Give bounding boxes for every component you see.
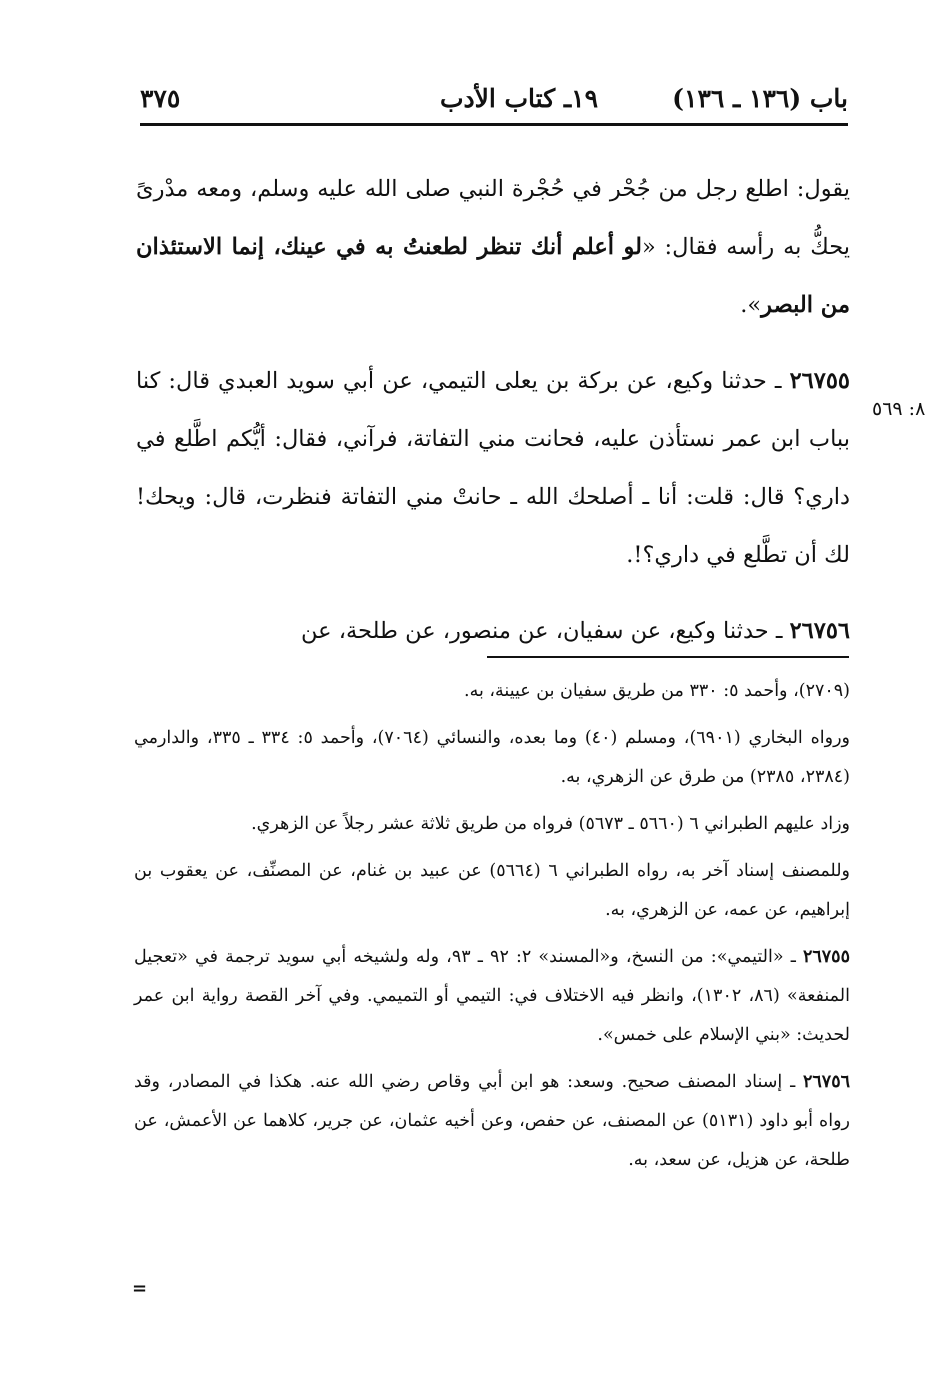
main-text bbox=[136, 160, 850, 678]
hadith-26755 bbox=[136, 352, 850, 584]
hadith-text: ـ حدثنا وكيع، عن بركة بن يعلى التيمي، عن أبي سويد العبدي قال: كنا بباب ابن عمر نستأذن عليه، فحانت مني التفاتة، فرآني، فقال: أيُّكم اطَّلع في داري؟ قال: قلت: أنا ـ أصلحك الله ـ حانتْ مني التفاتة فنظرت، قال: ويحك! لك أن تطَّلع في داري؟!. bbox=[136, 368, 850, 568]
margin-reference: ٨: ٥٦٩ bbox=[872, 398, 926, 420]
footnotes bbox=[134, 672, 850, 1188]
footnote bbox=[134, 1063, 850, 1180]
hadith-continuation bbox=[136, 160, 850, 334]
hadith-text: ـ حدثنا وكيع، عن سفيان، عن منصور، عن طلحة، عن bbox=[301, 618, 790, 644]
footnote: وللمصنف إسناد آخر به، رواه الطبراني ٦ (٥٦٦٤) عن عبيد بن غنام، عن المصنِّف، عن يعقوب بن إبراهيم، عن عمه، عن الزهري، به. bbox=[134, 861, 851, 920]
footnote: (٢٧٠٩)، وأحمد ٥: ٣٣٠ من طريق سفيان بن عيينة، به. bbox=[464, 681, 850, 701]
hadith-number: ٢٦٧٥٦ bbox=[789, 618, 850, 644]
footnote-number: ٢٦٧٥٥ bbox=[802, 947, 850, 967]
text-run: يقول: اطلع رجل من جُحْر في حُجْرة النبي صلى الله عليه وسلم، ومعه مدْرىً يحكُّ به رأسه فقال: « bbox=[136, 176, 850, 260]
page-number: ٣٧٥ bbox=[140, 84, 181, 113]
chapter-range: باب (١٣٦ ـ ١٣٦) bbox=[672, 84, 848, 113]
footnote-text: ـ إسناد المصنف صحيح. وسعد: هو ابن أبي وقاص رضي الله عنه. هكذا في المصادر، وقد رواه أبو داود (٥١٣١) عن المصنف، عن حفص، وعن أخيه عثمان، عن جرير، كلاهما عن الأعمش، عن طلحة، عن هزيل، عن سعد، به. bbox=[134, 1072, 850, 1170]
footnote: ورواه البخاري (٦٩٠١)، ومسلم (٤٠) وما بعده، والنسائي (٧٠٦٤)، وأحمد ٥: ٣٣٤ ـ ٣٣٥، والدارمي (٢٣٨٤، ٢٣٨٥) من طرق عن الزهري، به. bbox=[134, 728, 850, 787]
continuation-mark: = bbox=[132, 1278, 148, 1299]
hadith-quote: لو أعلم أنك تنظر لطعنتُ به في عينك، إنما الاستئذان من البصر bbox=[136, 234, 850, 318]
footnote bbox=[134, 938, 850, 1055]
footnote-rule bbox=[487, 656, 849, 658]
book-title: ١٩ـ كتاب الأدب bbox=[439, 84, 598, 113]
hadith-number: ٢٦٧٥٥ bbox=[789, 368, 850, 394]
hadith-26756 bbox=[136, 602, 850, 660]
header-rule bbox=[140, 123, 848, 126]
text-run: ». bbox=[740, 292, 762, 318]
page-header bbox=[140, 82, 848, 122]
footnote-text: ـ «التيمي»: من النسخ، و«المسند» ٢: ٩٢ ـ ٩٣، وله ولشيخه أبي سويد ترجمة في «تعجيل المنفعة» (٨٦، ١٣٠٢)، وانظر فيه الاختلاف في: التيمي أو التميمي. وفي آخر القصة رواية ابن عمر لحديث: «بني الإسلام على خمس». bbox=[134, 947, 850, 1045]
footnote: وزاد عليهم الطبراني ٦ (٥٦٦٠ ـ ٥٦٧٣) فرواه من طريق ثلاثة عشر رجلاً عن الزهري. bbox=[251, 814, 850, 834]
footnote-number: ٢٦٧٥٦ bbox=[803, 1072, 850, 1092]
